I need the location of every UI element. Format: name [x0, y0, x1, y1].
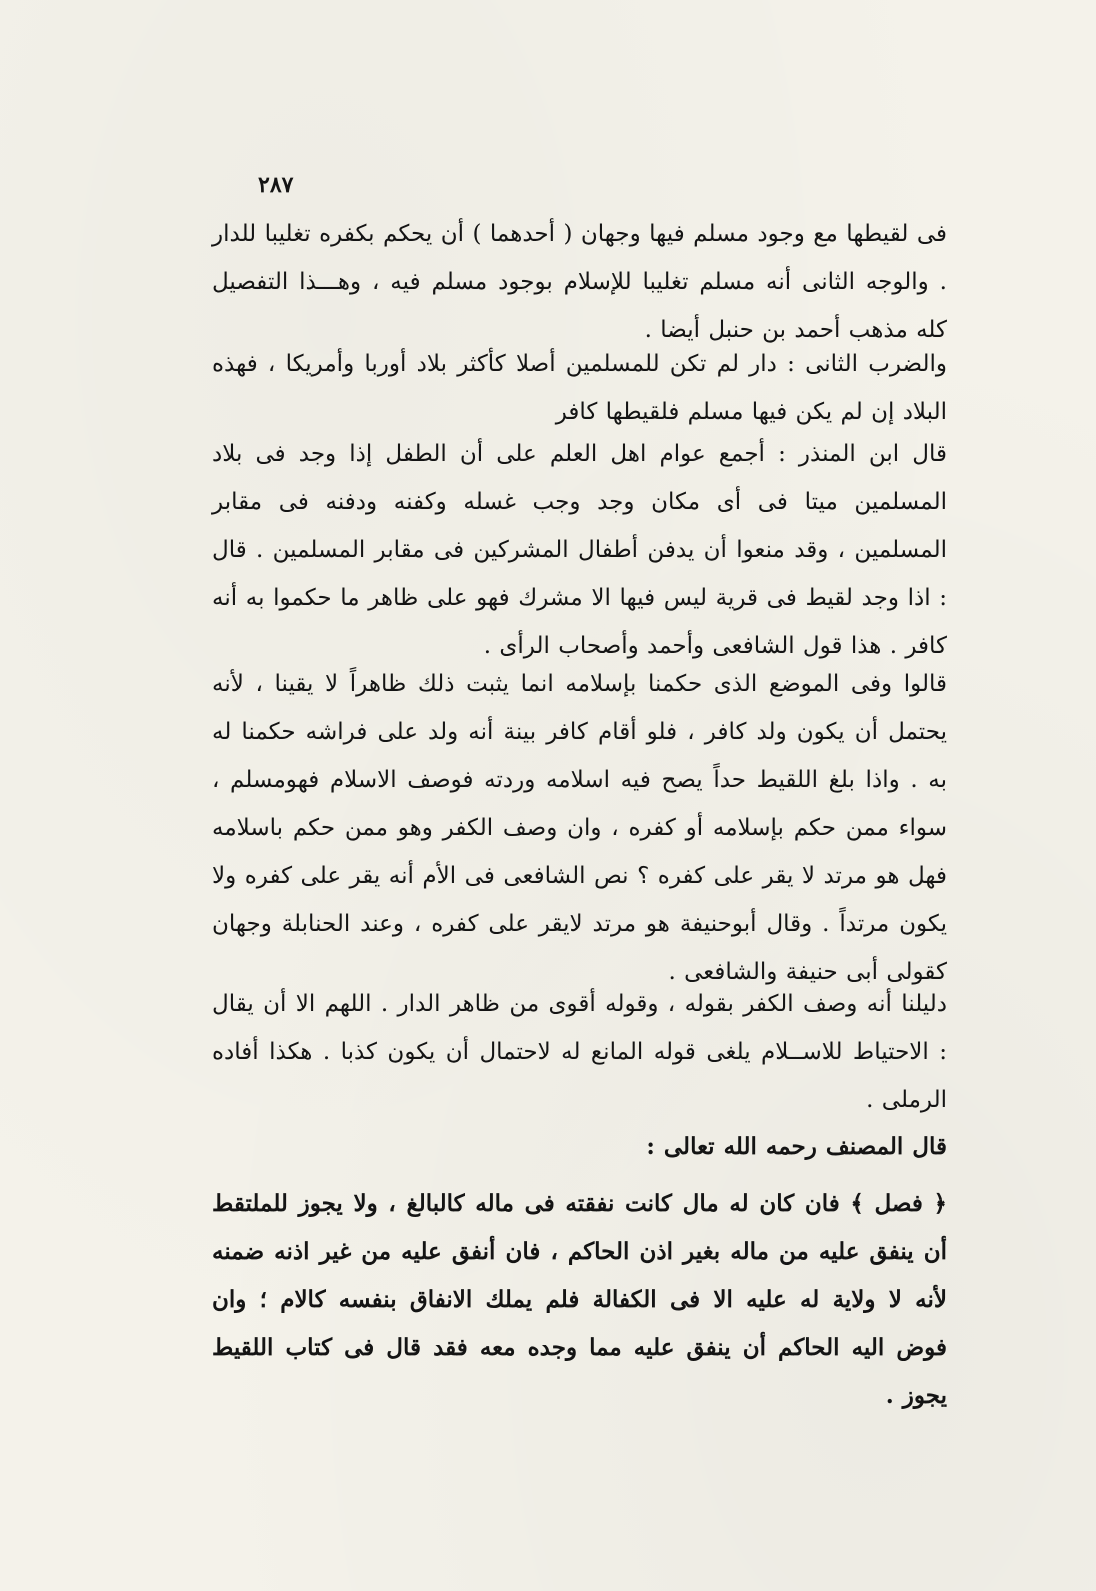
- page-number: ٢٨٧: [258, 172, 294, 198]
- paragraph-ruling-on-islam: قالوا وفى الموضع الذى حكمنا بإسلامه انما يثبت ذلك ظاهراً لا يقينا ، لأنه يحتمل أن يكون ولد كافر ، فلو أقام كافر بينة أنه ولد على فراشه حكمنا له به . واذا بلغ اللقيط حداً يصح فيه اسلامه وردته فوصف الاسلام فهومسلم ، سواء ممن حكم بإسلامه أو كفره ، وان وصف الكفر وهو ممن حكم باسلامه فهل هو مرتد لا يقر على كفره ؟ نص الشافعى فى الأم أنه يقر على كفره ولا يكون مرتداً . وقال أبوحنيفة هو مرتد لايقر على كفره ، وعند الحنابلة وجهان كقولى أبى حنيفة والشافعى .: [212, 671, 947, 985]
- paragraph-second-type-land: والضرب الثانى : دار لم تكن للمسلمين أصلا كأكثر بلاد أوربا وأمريكا ، فهذه البلاد إن لم يكن فيها مسلم فلقيطها كافر: [212, 351, 947, 425]
- paragraph-ibn-al-mundhir: قال ابن المنذر : أجمع عوام اهل العلم على أن الطفل إذا وجد فى بلاد المسلمين ميتا فى أى مكان وجد وجب غسله وكفنه ودفنه فى مقابر المسلمين ، وقد منعوا أن يدفن أطفال المشركين فى مقابر المسلمين . قال : اذا وجد لقيط فى قرية ليس فيها الا مشرك فهو على ظاهر ما حكموا به أنه كافر . هذا قول الشافعى وأحمد وأصحاب الرأى .: [212, 441, 947, 659]
- paragraph-evidence: دليلنا أنه وصف الكفر بقوله ، وقوله أقوى من ظاهر الدار . اللهم الا أن يقال : الاحتياط للاســلام يلغى قوله المانع له لاحتمال أن يكون كذبا . هكذا أفاده الرملى .: [212, 991, 947, 1113]
- author-heading: قال المصنف رحمه الله تعالى :: [646, 1133, 947, 1160]
- paragraph-lakit-in-mixed-land: فى لقيطها مع وجود مسلم فيها وجهان ( أحدهما ) أن يحكم بكفره تغليبا للدار . والوجه الثانى أنه مسلم تغليبا للإسلام بوجود مسلم فيه ، وهـــذا التفصيل كله مذهب أحمد بن حنبل أيضا .: [212, 221, 947, 343]
- paragraph-fasl-maintenance: ﴿ فصل ﴾ فان كان له مال كانت نفقته فى ماله كالبالغ ، ولا يجوز للملتقط أن ينفق عليه من ماله بغير اذن الحاكم ، فان أنفق عليه من غير اذنه ضمنه لأنه لا ولاية له عليه الا فى الكفالة فلم يملك الانفاق بنفسه كالام ؛ وان فوض اليه الحاكم أن ينفق عليه مما وجده معه فقد قال فى كتاب اللقيط يجوز .: [212, 1190, 947, 1409]
